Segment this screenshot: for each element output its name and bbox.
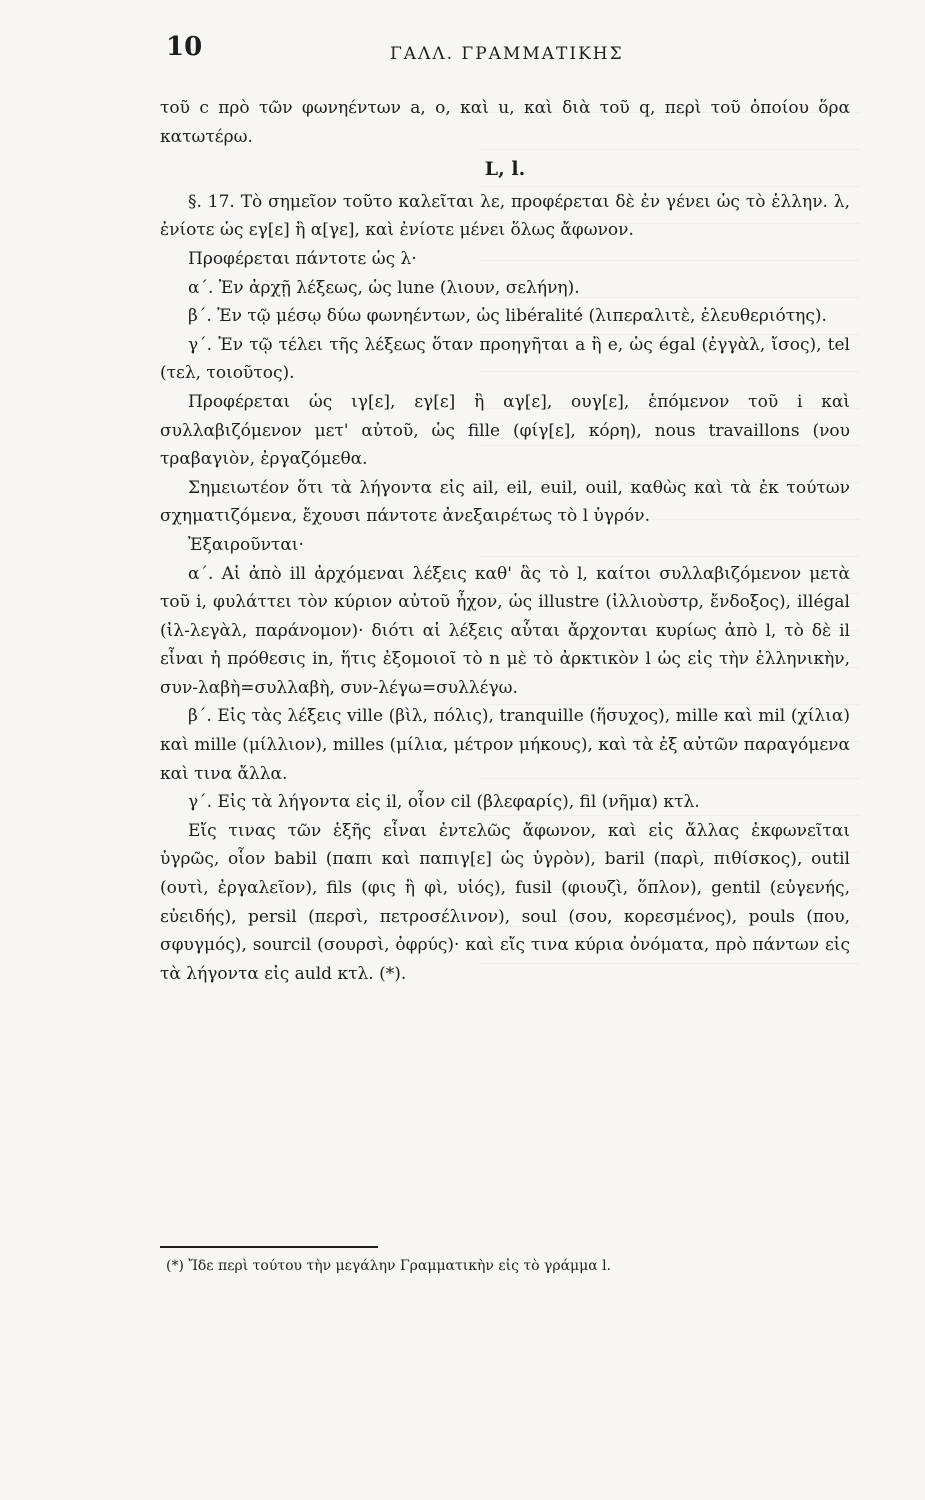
paragraph-9: Ἐξαιροῦνται· [188, 534, 304, 555]
footnote-divider [160, 1246, 378, 1248]
paragraph-11: β΄. Εἰς τὰς λέξεις ville (βὶλ, πόλις), tranquille (ἥσυχος), mille καὶ mil (χίλια) καὶ mille (μίλλιον), milles (μίλια, μέτρον μήκους), καὶ τὰ ἐξ αὐτῶν παραγόμενα καὶ τινα ἄλλα. [160, 706, 850, 784]
footnote: (*) Ἴδε περὶ τούτου τὴν μεγάλην Γραμματικὴν εἰς τὸ γράμμα l. [166, 1258, 612, 1274]
paragraph-6: γ΄. Ἐν τῷ τέλει τῆς λέξεως ὅταν προηγῆται a ἢ e, ὡς égal (ἐγγὰλ, ἴσος), tel (τελ, τοιοῦτος). [160, 334, 850, 384]
paragraph-8: Σημειωτέον ὅτι τὰ λήγοντα εἰς ail, eil, euil, ouil, καθὼς καὶ τὰ ἐκ τούτων σχηματιζόμενα, ἔχουσι πάντοτε ἀνεξαιρέτως τὸ l ὑγρόν. [160, 477, 850, 527]
paragraph-4: α΄. Ἐν ἀρχῇ λέξεως, ὡς lune (λιουν, σελήνη). [188, 277, 580, 298]
paragraph-3: Προφέρεται πάντοτε ὡς λ· [188, 248, 417, 269]
body-text [160, 94, 850, 988]
running-title: ΓΑΛΛ. ΓΡΑΜΜΑΤΙΚΗΣ [390, 44, 624, 64]
page-number: 10 [166, 32, 203, 62]
paragraph-5: β΄. Ἐν τῷ μέσῳ δύω φωνηέντων, ὡς libéralité (λιπεραλιτὲ, ἐλευθεριότης). [188, 306, 827, 327]
paragraph-12: γ΄. Εἰς τὰ λήγοντα εἰς il, οἷον cil (βλεφαρίς), fil (νῆμα) κτλ. [188, 792, 700, 813]
paragraph-1: τοῦ c πρὸ τῶν φωνηέντων a, o, καὶ u, καὶ διὰ τοῦ q, περὶ τοῦ ὁποίου ὅρα κατωτέρω. [160, 98, 850, 147]
page-header [160, 28, 840, 68]
paragraph-7: Προφέρεται ὡς ιγ[ε], εγ[ε] ἢ αγ[ε], ουγ[ε], ἑπόμενον τοῦ i καὶ συλλαβιζόμενον μετ' αὐτοῦ, ὡς fille (φίγ[ε], κόρη), nous travaillons (νου τραβαγιὸν, ἐργαζόμεθα. [160, 391, 850, 470]
section-heading: L, l. [484, 158, 526, 181]
paragraph-13: Εἴς τινας τῶν ἑξῆς εἶναι ἐντελῶς ἄφωνον, καὶ εἰς ἄλλας ἐκφωνεῖται ὑγρῶς, οἷον babil (παπι καὶ παπιγ[ε] ὡς ὑγρὸν), baril (παρὶ, πιθίσκος), outil (ουτὶ, ἐργαλεῖον), fils (φις ἢ φὶ, υἱός), fusil (φιουζὶ, ὅπλον), gentil (εὐγενής, εὐειδής), persil (περσὶ, πετροσέλινον), soul (σου, κορεσμένος), pouls (που, σφυγμός), sourcil (σουρσὶ, ὀφρύς)· καὶ εἴς τινα κύρια ὀνόματα, πρὸ πάντων εἰς τὰ λήγοντα εἰς auld κτλ. (*). [160, 820, 850, 984]
paragraph-10: α΄. Αἱ ἀπὸ ill ἀρχόμεναι λέξεις καθ' ἃς τὸ l, καίτοι συλλαβιζόμενον μετὰ τοῦ i, φυλάττει τὸν κύριον αὐτοῦ ἦχον, ὡς illustre (ἰλλιοὺστρ, ἔνδοξος), illégal (ἰλ-λεγὰλ, παράνομον)· διότι αἱ λέξεις αὗται ἄρχονται κυρίως ἀπὸ l, τὸ δὲ il εἶναι ἡ πρόθεσις in, ἥτις ἐξομοιοῖ τὸ n μὲ τὸ ἀρκτικὸν l ὡς εἰς τὴν ἑλληνικὴν, συν-λαβὴ=συλλαβὴ, συν-λέγω=συλλέγω. [160, 563, 850, 698]
paragraph-2: §. 17. Τὸ σημεῖον τοῦτο καλεῖται λε, προφέρεται δὲ ἐν γένει ὡς τὸ ἑλλην. λ, ἐνίοτε ὡς εγ[ε] ἢ α[γε], καὶ ἐνίοτε μένει ὅλως ἄφωνον. [160, 191, 850, 241]
